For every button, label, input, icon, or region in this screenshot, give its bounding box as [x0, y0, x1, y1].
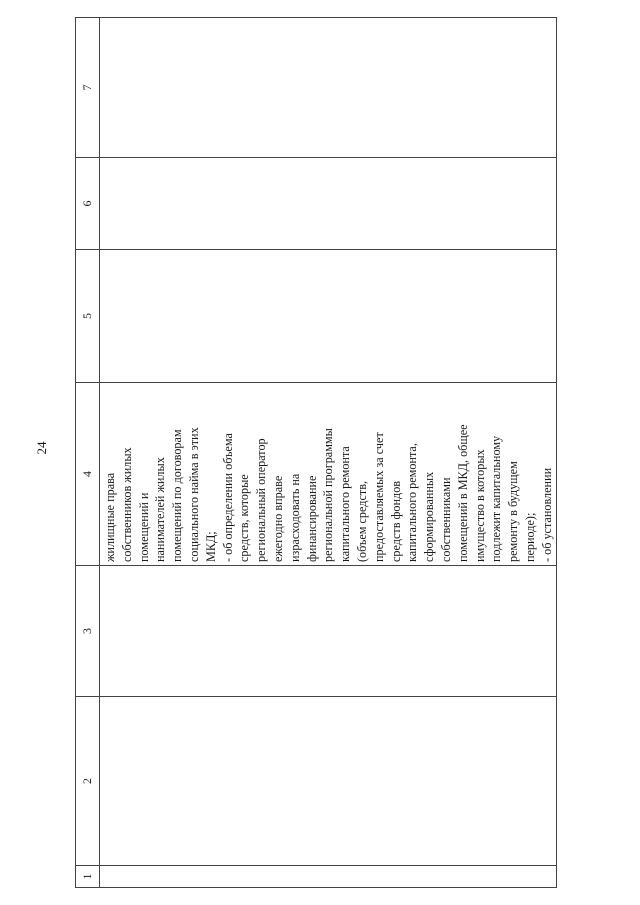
cell-text-4: жилищные права собственников жилых помещений и нанимателей жилых помещений по договорам социального найма в этих МКД; - об определении объема средств, которые региональный оператор ежегодно вправе израсходовать на финансирование региональной программы капитального ремонта (объем средств, предоставляемых за счет средств фондов капитального ремонта, сформированных собственниками помещений в МКД, общее имущество в которых подлежит капитальному ремонту в будущем периоде); - об установлении — [102, 423, 554, 562]
document-table-frame — [75, 18, 554, 888]
table-cell-7 — [99, 17, 556, 157]
column-header-7: 7 — [75, 17, 99, 157]
column-header-4: 4 — [75, 382, 99, 565]
column-header-3: 3 — [75, 565, 99, 696]
table-cell-6 — [99, 157, 556, 249]
table-cell-5 — [99, 249, 556, 382]
table-row — [99, 17, 556, 887]
table-cell-3 — [99, 565, 556, 696]
document-table — [75, 17, 557, 888]
table-cell-4 — [99, 382, 556, 565]
table-cell-1 — [99, 865, 556, 887]
column-header-1: 1 — [75, 865, 99, 887]
column-header-6: 6 — [75, 157, 99, 249]
cell-text-2 — [100, 697, 558, 865]
cell-text-6 — [100, 158, 558, 249]
page-number: 24 — [34, 441, 49, 455]
table-cell-2 — [99, 696, 556, 865]
cell-text-3 — [100, 566, 558, 696]
cell-text-5 — [100, 250, 558, 382]
cell-text-1 — [100, 866, 558, 887]
column-header-5: 5 — [75, 249, 99, 382]
cell-text-7 — [100, 18, 558, 157]
column-header-2: 2 — [75, 696, 99, 865]
table-header-row — [75, 17, 99, 887]
